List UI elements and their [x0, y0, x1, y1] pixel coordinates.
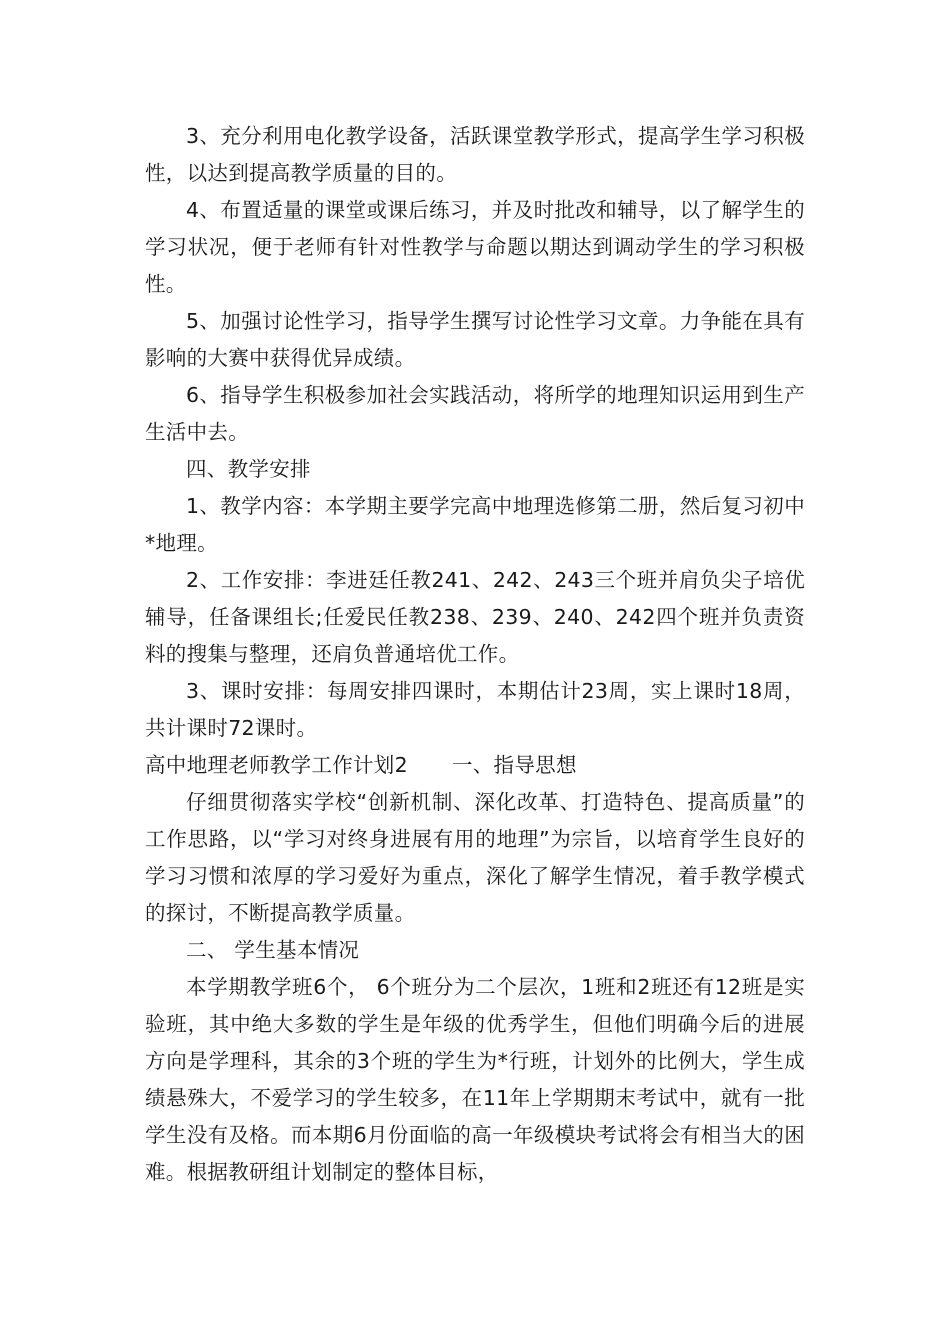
section-heading-teaching-arrangement: 四、教学安排: [186, 457, 311, 481]
section-heading-student-situation: 二、 学生基本情况: [186, 938, 360, 962]
paragraph-item-4: 4、布置适量的课堂或课后练习，并及时批改和辅导，以了解学生的学习状况，便于老师有针对性教学与命题以期达到调动学生的学习积极性。: [145, 198, 805, 296]
paragraph-item-5: 5、加强讨论性学习，指导学生撰写讨论性学习文章。力争能在具有影响的大赛中获得优异成绩。: [145, 309, 805, 370]
section-heading-guiding-ideology: 一、指导思想: [451, 753, 577, 777]
paragraph-item-6: 6、指导学生积极参加社会实践活动，将所学的地理知识运用到生产生活中去。: [145, 383, 805, 444]
plan2-title-line: [145, 747, 805, 784]
paragraph-student-situation: 本学期教学班6个， 6个班分为二个层次，1班和2班还有12班是实验班，其中绝大多数的学生是年级的优秀学生，但他们明确今后的进展方向是学理科，其余的3个班的学生为*行班，计划外的比例大，学生成绩悬殊大，不爱学习的学生较多，在11年上学期期末考试中，就有一批学生没有及格。而本期6月份面临的高一年级模块考试将会有相当大的困难。根据教研组计划制定的整体目标，: [145, 975, 805, 1184]
paragraph-guiding-ideology: 仔细贯彻落实学校“创新机制、深化改革、打造特色、提高质量”的工作思路，以“学习对终身进展有用的地理”为宗旨，以培育学生良好的学习习惯和浓厚的学习爱好为重点，深化了解学生情况，着手教学模式的探讨，不断提高教学质量。: [145, 790, 805, 925]
paragraph-class-hours: 3、课时安排：每周安排四课时，本期估计23周，实上课时18周，共计课时72课时。: [145, 679, 805, 740]
document-body: [145, 118, 805, 1191]
paragraph-teaching-content: 1、教学内容：本学期主要学完高中地理选修第二册，然后复习初中*地理。: [145, 494, 805, 555]
paragraph-item-3: 3、充分利用电化教学设备，活跃课堂教学形式，提高学生学习积极性，以达到提高教学质量的目的。: [145, 124, 805, 185]
paragraph-work-arrangement: 2、工作安排：李进廷任教241、242、243三个班并肩负尖子培优辅导，任备课组长;任爱民任教238、239、240、242四个班并负责资料的搜集与整理，还肩负普通培优工作。: [145, 568, 805, 666]
plan2-title: 高中地理老师教学工作计划2: [145, 753, 408, 777]
